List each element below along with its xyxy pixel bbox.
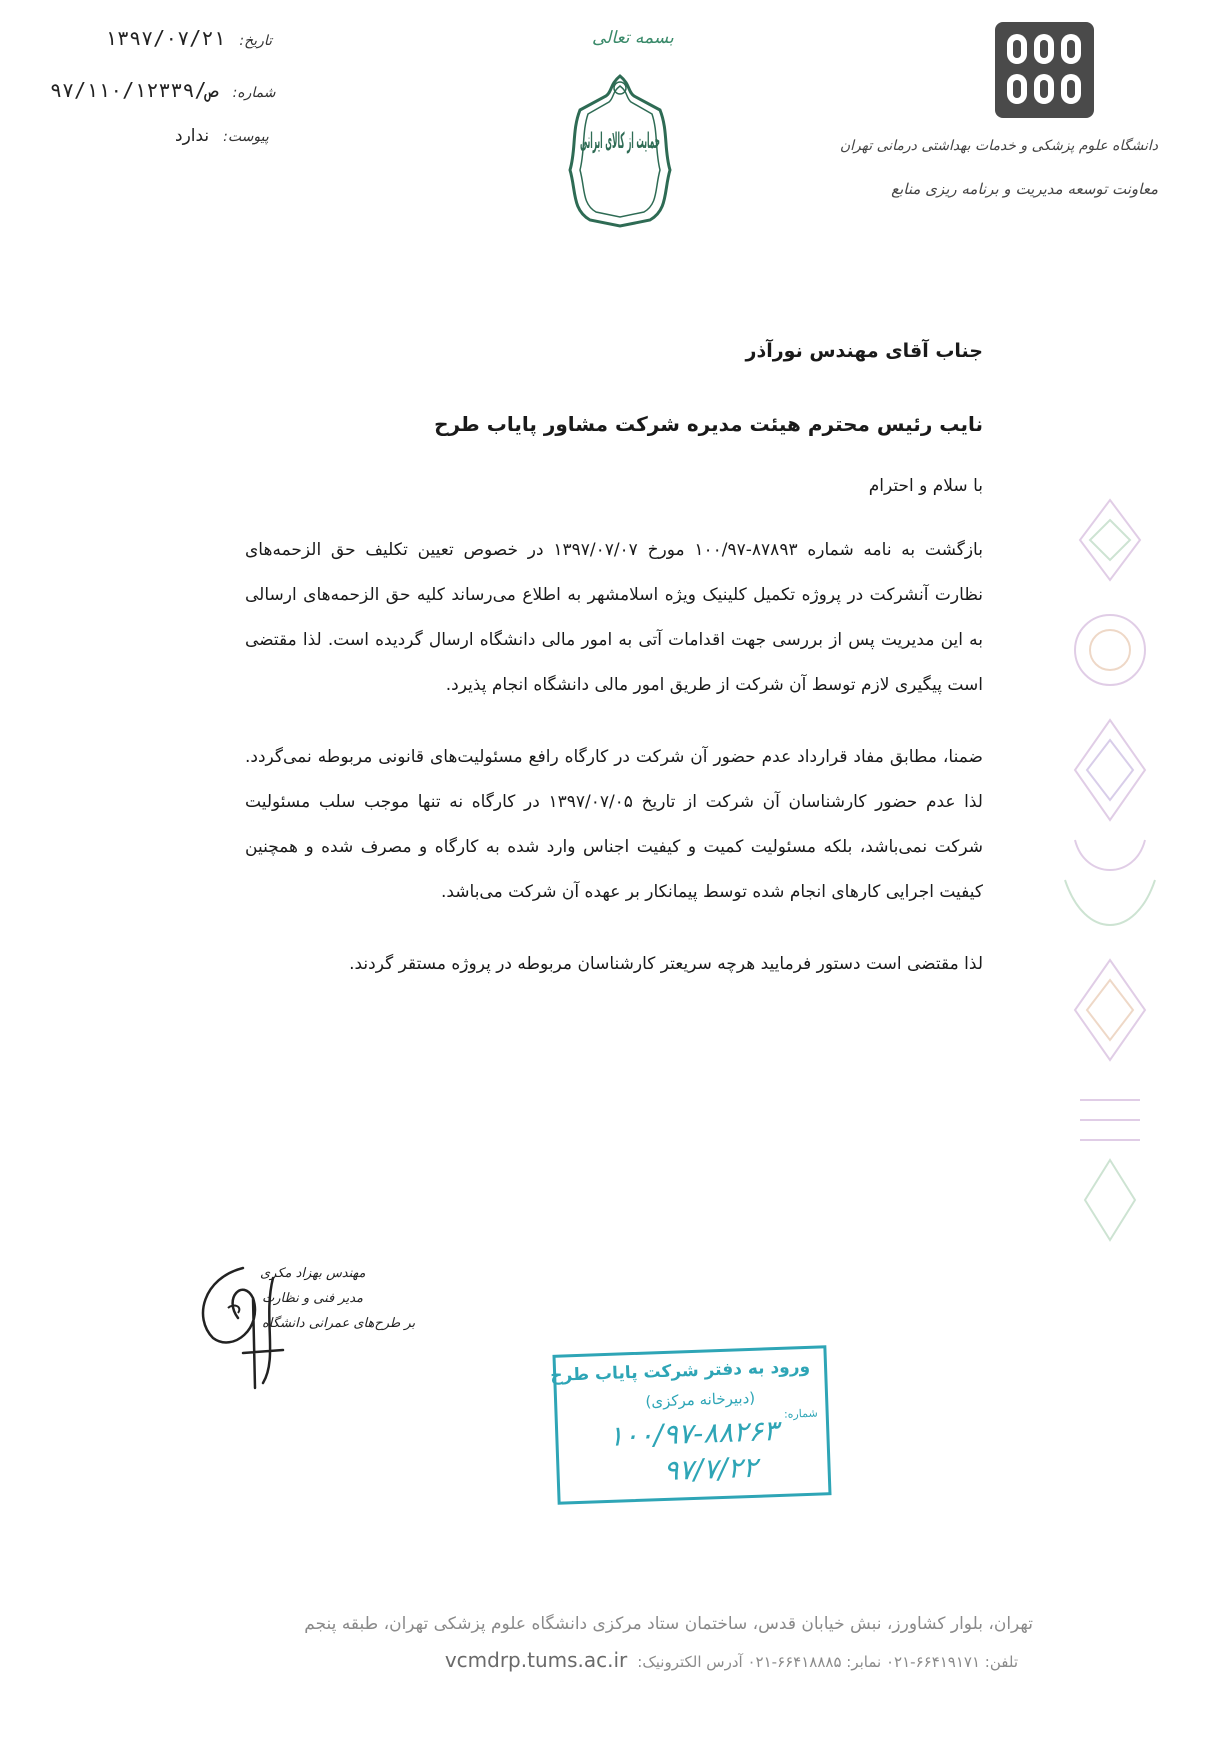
date-row <box>105 26 272 50</box>
footer-contact-row <box>445 1648 1018 1672</box>
body-paragraph-3: لذا مقتضی است دستور فرمایید هرچه سریعتر کارشناسان مربوطه در پروژه مستقر گردند. <box>349 954 983 974</box>
stamp-subtitle: (دبیرخانه مرکزی) <box>645 1388 756 1411</box>
recipient-title: نایب رئیس محترم هیئت مدیره شرکت مشاور پایاب طرح <box>434 412 983 436</box>
badge-text: حمایت از کالای ایرانی <box>580 129 660 154</box>
stamp-title: ورود به دفتر شرکت پایاب طرح <box>549 1356 811 1386</box>
number-row <box>50 78 276 102</box>
recipient-name: جناب آقای مهندس نورآذر <box>745 340 983 362</box>
footer-website: vcmdrp.tums.ac.ir <box>444 1648 628 1672</box>
number-label: شماره: <box>232 85 276 101</box>
date-label: تاریخ: <box>239 33 272 49</box>
attachment-row <box>175 126 269 146</box>
university-logo <box>993 20 1096 120</box>
greeting: با سلام و احترام <box>868 476 983 496</box>
department-name: معاونت توسعه مدیریت و برنامه ریزی منابع <box>891 180 1158 198</box>
stamp-number: ۱۰۰/۹۷-۸۸۲۶۳ <box>607 1414 779 1453</box>
receipt-stamp <box>549 1345 831 1504</box>
signature-name: مهندس بهزاد مکری <box>260 1266 366 1281</box>
footer-address: تهران، بلوار کشاورز، نبش خیابان قدس، ساختمان ستاد مرکزی دانشگاه علوم پزشکی تهران، طبقه پنجم <box>304 1614 1033 1634</box>
body-paragraph-2: ضمنا، مطابق مفاد قرارداد عدم حضور آن شرکت در کارگاه رافع مسئولیت‌های قانونی مربوطه نمی‌گردد. لذا عدم حضور کارشناسان آن شرکت از تاریخ ۱۳۹۷/۰۷/۰۵ در کارگاه نه تنها موجب سلب مسئولیت شرکت نمی‌باشد، بلکه مسئولیت کمیت و کیفیت اجناس وارد شده به کارگاه و مصرف شده و همچنین کیفیت اجرایی کارهای انجام شده توسط پیمانکار بر عهده آن شرکت می‌باشد. <box>245 747 983 902</box>
footer-contact: تلفن: ۶۶۴۱۹۱۷۱-۰۲۱ نمابر: ۶۶۴۱۸۸۸۵-۰۲۱ آدرس الکترونیک: <box>637 1653 1018 1671</box>
body-paragraph-1: بازگشت به نامه شماره ۸۷۸۹۳-۱۰۰/۹۷ مورخ ۱۳۹۷/۰۷/۰۷ در خصوص تعیین تکلیف حق الزحمه‌های نظارت آنشرکت در پروژه تکمیل کلینیک ویژه اسلامشهر به اطلاع می‌رساند کلیه حق الزحمه‌های ارسالی به این مدیریت پس از بررسی جهت اقدامات آتی به امور مالی دانشگاه ارسال گردیده است. لذا مقتضی است پیگیری لازم توسط آن شرکت از طریق امور مالی دانشگاه انجام پذیرد. <box>245 540 983 695</box>
number-value: ۹۷/ص/۱۱۰/۱۲۳۳۹ <box>50 78 219 102</box>
signature-title-2: بر طرح‌های عمرانی دانشگاه <box>262 1316 416 1331</box>
attachment-value: ندارد <box>175 126 210 146</box>
attachment-label: پیوست: <box>223 129 269 145</box>
date-value: ۱۳۹۷/۰۷/۲۱ <box>105 26 226 50</box>
stamp-date: ۹۷/۷/۲۲ <box>662 1450 759 1488</box>
stamp-number-label: شماره: <box>783 1406 818 1421</box>
signature-title-1: مدیر فنی و نظارت <box>262 1291 363 1306</box>
university-name: دانشگاه علوم پزشکی و خدمات بهداشتی درمانی تهران <box>839 138 1158 154</box>
decorative-ornament <box>1045 500 1175 1260</box>
motto-text: بسمه تعالی <box>592 28 674 48</box>
iranian-goods-badge <box>550 70 690 230</box>
